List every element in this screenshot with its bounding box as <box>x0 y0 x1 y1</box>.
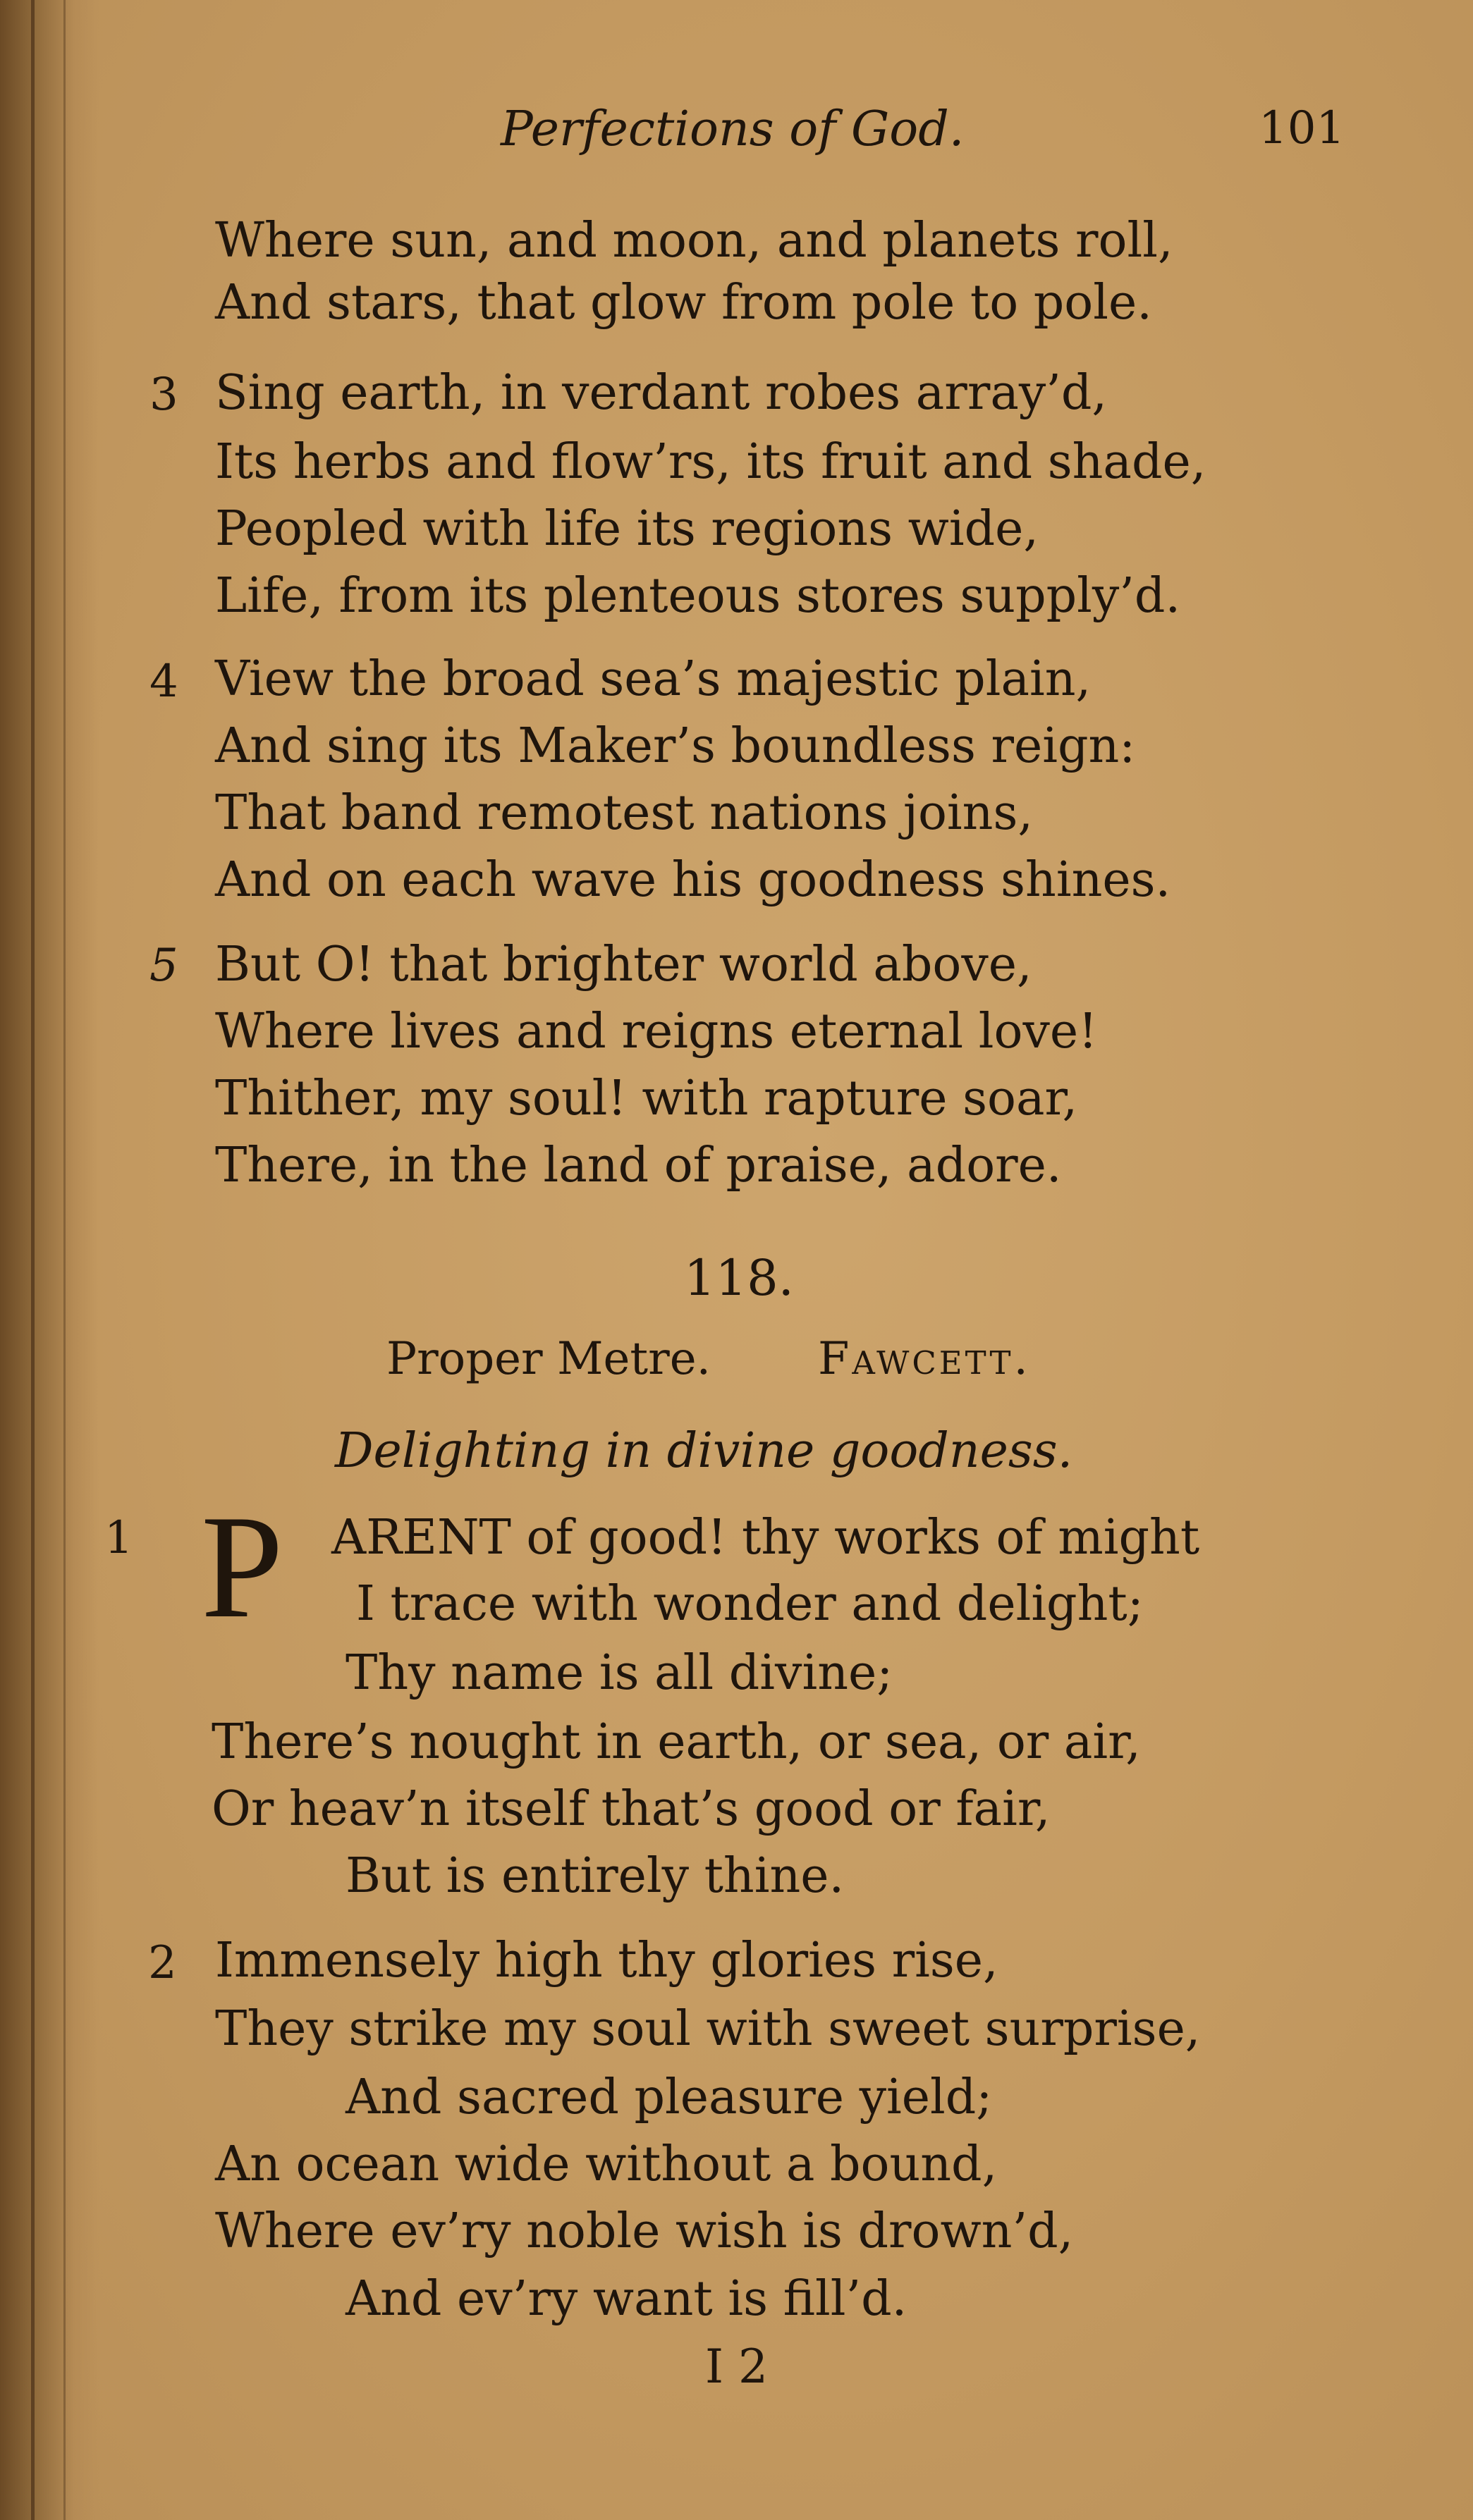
running-title: Perfections of God. <box>501 102 965 157</box>
stanza-number: 5 <box>149 940 178 992</box>
verse-line: And ev’ry want is fill’d. <box>346 2271 907 2327</box>
verse-line: Life, from its plenteous stores supply’d. <box>215 568 1181 624</box>
hymn-author: Fawcett. <box>818 1333 1031 1385</box>
page-number: 101 <box>1259 102 1345 154</box>
verse-line: Sing earth, in verdant robes array’d, <box>215 365 1108 421</box>
signature-mark: I 2 <box>705 2340 769 2394</box>
verse-line: And sacred pleasure yield; <box>346 2070 993 2125</box>
verse-line: But O! that brighter world above, <box>215 937 1032 992</box>
verse-line: That band remotest nations joins, <box>215 785 1033 841</box>
verse-line: Thy name is all divine; <box>346 1645 893 1701</box>
verse-line: There’s nought in earth, or sea, or air, <box>212 1714 1141 1770</box>
verse-line: And on each wave his goodness shines. <box>215 852 1171 908</box>
hymn-subtitle: Delighting in divine goodness. <box>335 1423 1073 1479</box>
verse-line: View the broad sea’s majestic plain, <box>215 651 1092 707</box>
verse-line: I trace with wonder and delight; <box>356 1576 1144 1632</box>
page-binding-edge <box>0 0 99 2520</box>
verse-line: And sing its Maker’s boundless reign: <box>215 718 1136 774</box>
drop-cap: P <box>201 1485 283 1649</box>
verse-line: Where lives and reigns eternal love! <box>215 1004 1098 1059</box>
verse-line: They strike my soul with sweet surprise, <box>215 2001 1201 2057</box>
verse-line: Or heav’n itself that’s good or fair, <box>212 1781 1051 1837</box>
verse-line: Thither, my soul! with rapture soar, <box>215 1071 1078 1126</box>
binding-rule <box>31 0 35 2520</box>
hymn-number: 118. <box>684 1249 794 1307</box>
verse-line: An ocean wide without a bound, <box>215 2137 998 2192</box>
stanza-number: 1 <box>104 1512 133 1564</box>
stanza-number: 3 <box>149 369 178 421</box>
verse-line: But is entirely thine. <box>346 1848 845 1904</box>
verse-line: Immensely high thy glories rise, <box>215 1933 998 1989</box>
verse-line: ARENT of good! thy works of might <box>331 1510 1200 1566</box>
verse-line: And stars, that glow from pole to pole. <box>215 275 1152 331</box>
verse-line: Where sun, and moon, and planets roll, <box>215 213 1173 269</box>
stanza-number: 2 <box>148 1937 177 1989</box>
verse-line: Where ev’ry noble wish is drown’d, <box>215 2204 1074 2259</box>
verse-line: Its herbs and flow’rs, its fruit and shade, <box>215 434 1206 490</box>
stanza-number: 4 <box>149 656 178 708</box>
binding-rule <box>63 0 66 2520</box>
hymn-metre: Proper Metre. <box>386 1333 711 1385</box>
verse-line: Peopled with life its regions wide, <box>215 501 1039 557</box>
verse-line: There, in the land of praise, adore. <box>215 1138 1062 1193</box>
